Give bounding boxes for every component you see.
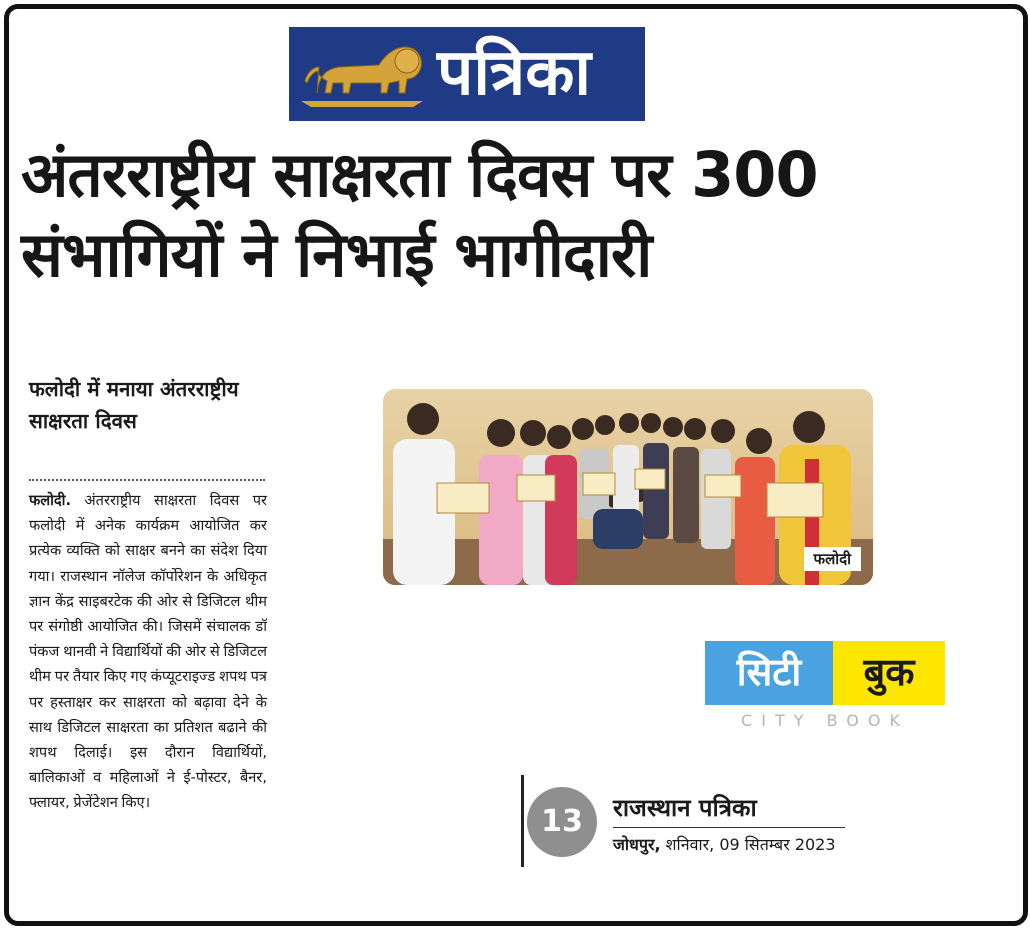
divider xyxy=(29,479,265,481)
article-body xyxy=(29,488,267,816)
edition-line xyxy=(613,833,836,855)
city-book-hindi-book: बुक xyxy=(833,641,945,705)
city-book-english: CITY BOOK xyxy=(741,711,909,730)
patrika-masthead xyxy=(289,27,645,121)
event-photo xyxy=(383,389,873,585)
article-subheading: फलोदी में मनाया अंतरराष्ट्रीय साक्षरता दिवस xyxy=(29,377,239,433)
newspaper-clipping xyxy=(4,4,1028,926)
paper-name-underline xyxy=(613,827,845,828)
page-number-badge: 13 xyxy=(527,787,597,857)
dateline: फलोदी. xyxy=(29,492,71,509)
photo-caption: फलोदी xyxy=(804,547,861,571)
edition-date: शनिवार, 09 सितम्बर 2023 xyxy=(665,835,836,854)
article-body-text: अंतरराष्ट्रीय साक्षरता दिवस पर फलोदी में अनेक कार्यक्रम आयोजित कर प्रत्येक व्यक्ति को साक्षर बनने का संदेश दिया गया। राजस्थान नॉलेज कॉर्पोरेशन के अधिकृत ज्ञान केंद्र साइबरटेक की ओर से डिजिटल थीम पर संगोष्ठी आयोजित की। जिसमें संचालक डॉ पंकज थानवी ने विद्यार्थियों की ओर से डिजिटल थीम पर तैयार किए गए कंप्यूटराइज्ड शपथ पत्र पर हस्ताक्षर कर साक्षरता को बढ़ावा देने के साथ डिजिटल साक्षरता का प्रतिशत बढाने की शपथ दिलाई। इस दौरान विद्यार्थियों, बालिकाओं व महिलाओं ने ई-पोस्टर, बैनर, फ्लायर, प्रेजेंटेशन किए। xyxy=(29,492,267,812)
paper-name: राजस्थान पत्रिका xyxy=(613,794,757,822)
lion-emblem-icon xyxy=(295,33,429,115)
city-book-hindi-city: सिटी xyxy=(705,641,833,705)
masthead-title: पत्रिका xyxy=(437,36,591,110)
headline: अंतरराष्ट्रीय साक्षरता दिवस पर 300 संभागियों ने निभाई भागीदारी xyxy=(21,138,818,291)
edition-city: जोधपुर, xyxy=(613,835,661,854)
city-book-logo xyxy=(705,641,945,736)
footer-divider xyxy=(521,775,524,867)
group-photo-illustration xyxy=(383,389,873,585)
